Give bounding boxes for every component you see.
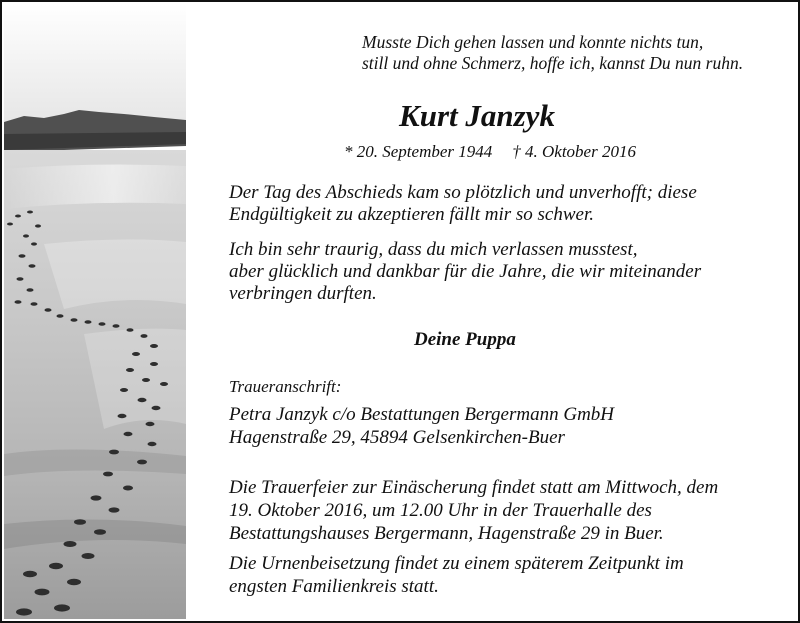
farewell-paragraph [229,182,697,226]
birth-date: * 20. September 1944 [344,142,493,161]
urn-line: Die Urnenbeisetzung findet zu einem späterem Zeitpunkt im [229,553,684,574]
gratitude-paragraph [229,239,701,305]
ceremony-line: 19. Oktober 2016, um 12.00 Uhr in der Trauerhalle des [229,500,652,521]
death-date: † 4. Oktober 2016 [512,142,636,161]
address-line: Hagenstraße 29, 45894 Gelsenkirchen-Buer [229,427,565,448]
urn-line: engsten Familienkreis statt. [229,576,439,597]
paragraph-line: Ich bin sehr traurig, dass du mich verlassen musstest, [229,239,638,260]
mourning-address-label: Traueranschrift: [229,377,342,396]
ceremony-line: Die Trauerfeier zur Einäscherung findet statt am Mittwoch, dem [229,477,719,498]
verse-line: still und ohne Schmerz, hoffe ich, kannst Du nun ruhn. [362,53,744,73]
paragraph-line: Der Tag des Abschieds kam so plötzlich und unverhofft; diese [229,182,697,203]
paragraph-line: verbringen durften. [229,283,377,304]
signature: Deine Puppa [414,329,516,350]
paragraph-line: Endgültigkeit zu akzeptieren fällt mir so schwer. [229,204,595,225]
ceremony-line: Bestattungshauses Bergermann, Hagenstraße 29 in Buer. [229,523,664,544]
life-dates [344,142,636,162]
ceremony-notice [229,476,718,545]
urn-burial-notice [229,552,684,598]
opening-verse [362,32,743,74]
deceased-name: Kurt Janzyk [399,98,555,133]
address-line: Petra Janzyk c/o Bestattungen Bergermann GmbH [229,404,615,425]
paragraph-line: aber glücklich und dankbar für die Jahre, die wir miteinander [229,261,702,282]
mourning-address [229,403,614,449]
verse-line: Musste Dich gehen lassen und konnte nichts tun, [362,32,704,52]
beach-footprints-photo [4,4,186,619]
